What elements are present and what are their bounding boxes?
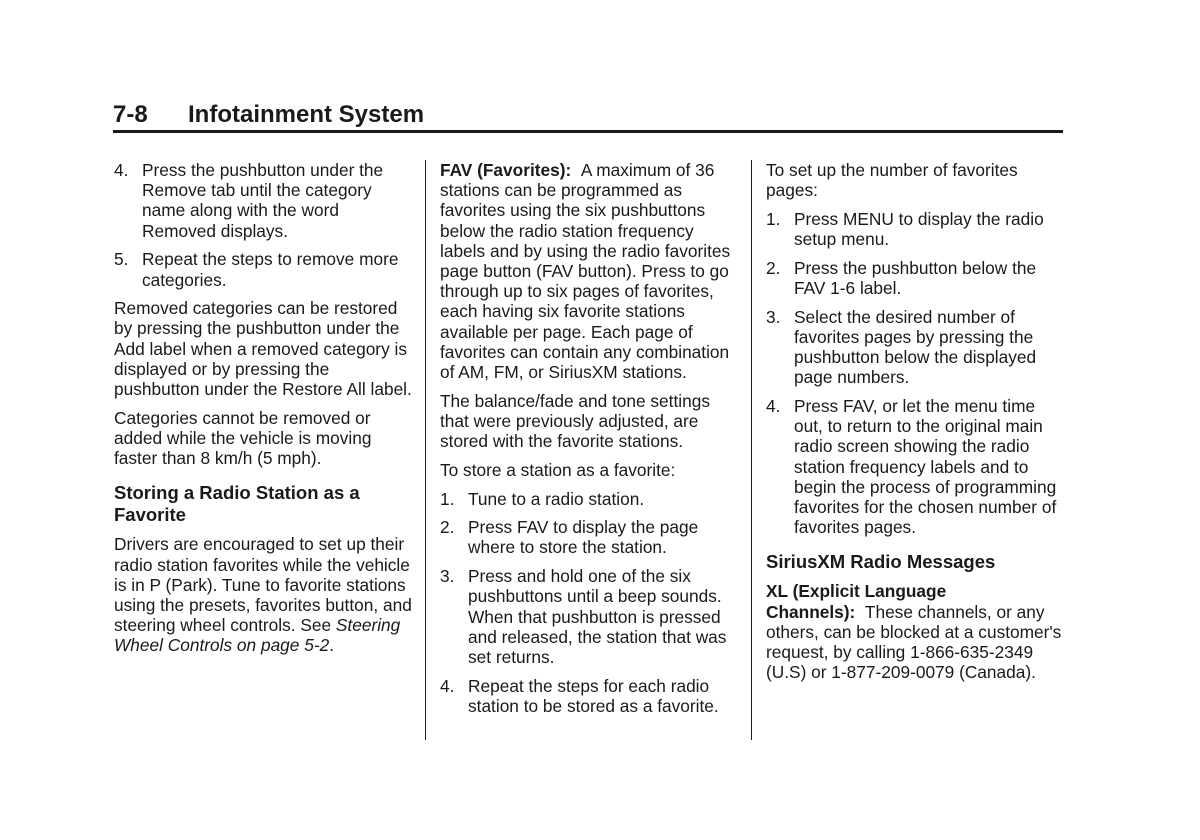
column-1 (114, 160, 414, 664)
paragraph-text: A maximum of 36 stations can be programmed as favorites using the six pushbuttons below the radio station frequency labels and by using the radio favorites page button (FAV button). Press to go through up to six pages of favorites, each having six favorite stations available per page. Each page of favorites can contain any combination of AM, FM, or SiriusXM stations. (440, 160, 731, 383)
step-number: 5. (114, 249, 129, 270)
step-number: 1. (440, 488, 455, 509)
step-number: 3. (766, 306, 781, 327)
list-item (766, 307, 1066, 388)
run-in-heading: XL (Explicit Language Channels): (766, 581, 947, 622)
paragraph-balance: The balance/fade and tone settings that were previously adjusted, are stored with the favorite stations. (440, 390, 710, 452)
column-3 (766, 160, 1066, 691)
paragraph-store-intro: To store a station as a favorite: (440, 459, 676, 480)
step-number: 1. (766, 208, 781, 229)
paragraph-text: Drivers are encouraged to set up their radio station favorites while the vehicle is in P (Park). Tune to favorite stations using the presets, favorites button, and steering wheel controls. See (114, 534, 412, 636)
paragraph-xl (766, 581, 1066, 682)
paragraph-fav (440, 160, 740, 382)
column-divider (425, 160, 426, 740)
step-text: Press the pushbutton under the Remove tab until the category name along with the word Removed displays. (142, 160, 384, 241)
paragraph-removed-categories: Removed categories can be restored by pressing the pushbutton under the Add label when a removed category is displayed or by pressing the pushbutton under the Restore All label. (114, 298, 412, 400)
page-title: Infotainment System (188, 101, 425, 128)
list-item (114, 249, 414, 289)
step-text: Press and hold one of the six pushbuttons until a beep sounds. When that pushbutton is pressed and released, the station that was set returns. (468, 566, 727, 667)
step-number: 4. (766, 396, 781, 417)
step-number: 2. (440, 517, 455, 538)
step-text: Repeat the steps to remove more categories. (142, 249, 399, 290)
step-text: Press the pushbutton below the FAV 1-6 label. (794, 257, 1037, 299)
list-item (440, 517, 740, 557)
section-heading: Storing a Radio Station as a Favorite (114, 482, 360, 526)
paragraph-cannot-remove: Categories cannot be removed or added while the vehicle is moving faster than 8 km/h (5 mph). (114, 407, 372, 469)
cross-reference-link[interactable]: Steering Wheel Controls on page 5-2 (114, 615, 401, 656)
page-header (113, 100, 1063, 133)
list-item (440, 489, 740, 509)
column-2 (440, 160, 740, 725)
run-in-heading: FAV (Favorites): (440, 160, 572, 180)
list-item (440, 676, 740, 716)
paragraph-text: These channels, or any others, can be blocked at a customer's request, by calling 1-866-635-2349 (U.S) or 1-877-209-0079 (Canada). (766, 601, 1062, 683)
step-number: 4. (440, 675, 455, 696)
paragraph-setup-intro: To set up the number of favorites pages: (766, 160, 1018, 201)
paragraph-favorites-intro (114, 534, 414, 655)
step-number: 3. (440, 566, 455, 587)
paragraph-end: . (329, 635, 334, 656)
list-item (766, 209, 1066, 249)
step-text: Press MENU to display the radio setup menu. (794, 208, 1044, 250)
column-divider (751, 160, 752, 740)
list-item (440, 566, 740, 667)
step-number: 2. (766, 257, 781, 278)
step-text: Press FAV to display the page where to store the station. (468, 517, 699, 558)
list-item (114, 160, 414, 241)
section-number: 7-8 (113, 101, 148, 128)
list-item (766, 396, 1066, 537)
step-text: Select the desired number of favorites pages by pressing the pushbutton below the displayed page numbers. (794, 306, 1037, 388)
step-text: Repeat the steps for each radio station to be stored as a favorite. (468, 675, 719, 716)
step-text: Press FAV, or let the menu time out, to return to the original main radio screen showing the radio station frequency labels and to begin the process of programming favorites for the chosen number of favorites pages. (794, 396, 1057, 538)
section-heading: SiriusXM Radio Messages (766, 551, 996, 573)
list-item (766, 258, 1066, 298)
step-text: Tune to a radio station. (468, 488, 645, 509)
step-number: 4. (114, 160, 129, 180)
